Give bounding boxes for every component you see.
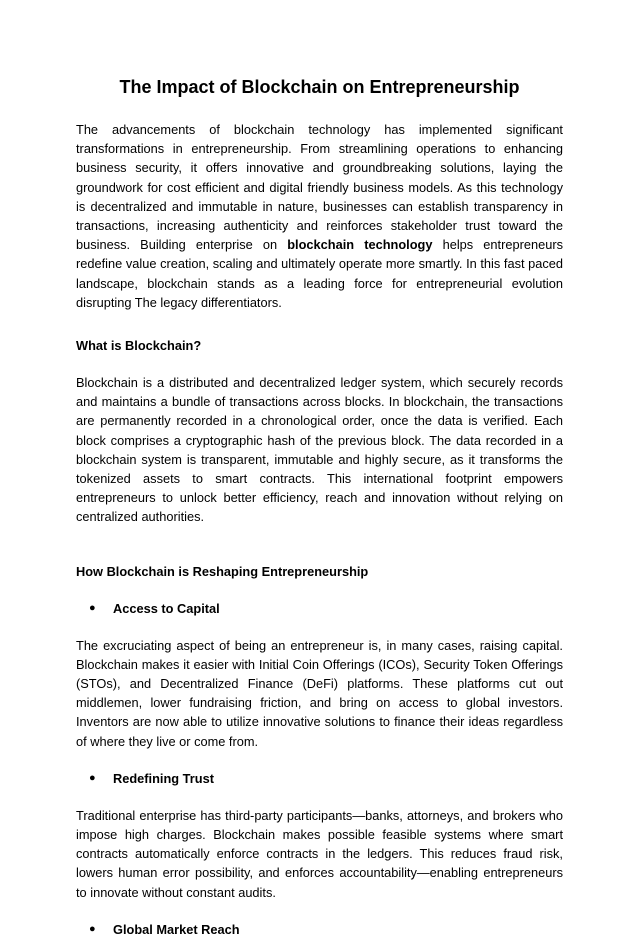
bullet-global-market-reach — [76, 920, 563, 939]
what-is-blockchain-paragraph: Blockchain is a distributed and decentralized ledger system, which securely records and maintains a bundle of transactions across blocks. In blockchain, the transactions are permanently recorded in a chronological order, once the data is verified. Each block comprises a cryptographic hash of the previous block. The data recorded in a blockchain system is transparent, immutable and highly secure, as it transforms the tokenized assets to smart contracts. This international footprint empowers entrepreneurs to unlock better efficiency, reach and innovation without relying on centralized authorities. — [76, 375, 563, 525]
bullet-heading-text: Access to Capital — [113, 600, 220, 616]
bullet-dot-icon: ● — [89, 922, 96, 935]
bullet-dot-icon: ● — [89, 771, 96, 784]
reshaping-heading: How Blockchain is Reshaping Entrepreneurship — [76, 563, 369, 579]
what-is-blockchain-heading: What is Blockchain? — [76, 338, 202, 354]
bullet-heading-text: Redefining Trust — [113, 770, 214, 786]
intro-bold-link-text: blockchain technology — [287, 237, 433, 253]
intro-text-end: helps entrepreneurs redefine value creation, scaling and ultimately operate more smartly. In this fast paced landscape, blockchain stands as a leading force for entrepreneurial evolution disrupting The legacy differentiators. — [76, 237, 563, 310]
intro-paragraph — [76, 120, 563, 312]
bullet-dot-icon: ● — [89, 601, 96, 614]
document-title: The Impact of Blockchain on Entrepreneurship — [119, 77, 520, 97]
bullet-redefining-trust — [76, 769, 563, 788]
bullet-access-to-capital — [76, 599, 563, 618]
redefining-trust-paragraph: Traditional enterprise has third-party participants—banks, attorneys, and brokers who impose high charges. Blockchain makes possible feasible systems where smart contracts automatically enforce contracts in the ledgers. This reduces fraud risk, lowers human error possibility, and enforces accountability—enabling entrepreneurs to innovate without constant audits. — [76, 807, 563, 900]
access-to-capital-paragraph: The excruciating aspect of being an entrepreneur is, in many cases, raising capital. Blockchain makes it easier with Initial Coin Offerings (ICOs), Security Token Offerings (STOs), and Decentralized Finance (DeFi) platforms. These platforms cut out middlemen, lower fundraising friction, and bring on access to global investors. Inventors are now able to utilize innovative solutions to finance their ideas regardless of where they live or come from. — [76, 637, 563, 749]
intro-text-start: The advancements of blockchain technology has implemented significant transformations in entrepreneurship. From streamlining operations to enhancing business security, it offers innovative and groundbreaking solutions, laying the groundwork for cost efficient and digital friendly business models. As this technology is decentralized and immutable in nature, businesses can establish transparency in transactions, increasing authenticity and reinforces stakeholder trust toward the business. Building enterprise on — [76, 122, 563, 253]
bullet-heading-text: Global Market Reach — [113, 921, 240, 937]
